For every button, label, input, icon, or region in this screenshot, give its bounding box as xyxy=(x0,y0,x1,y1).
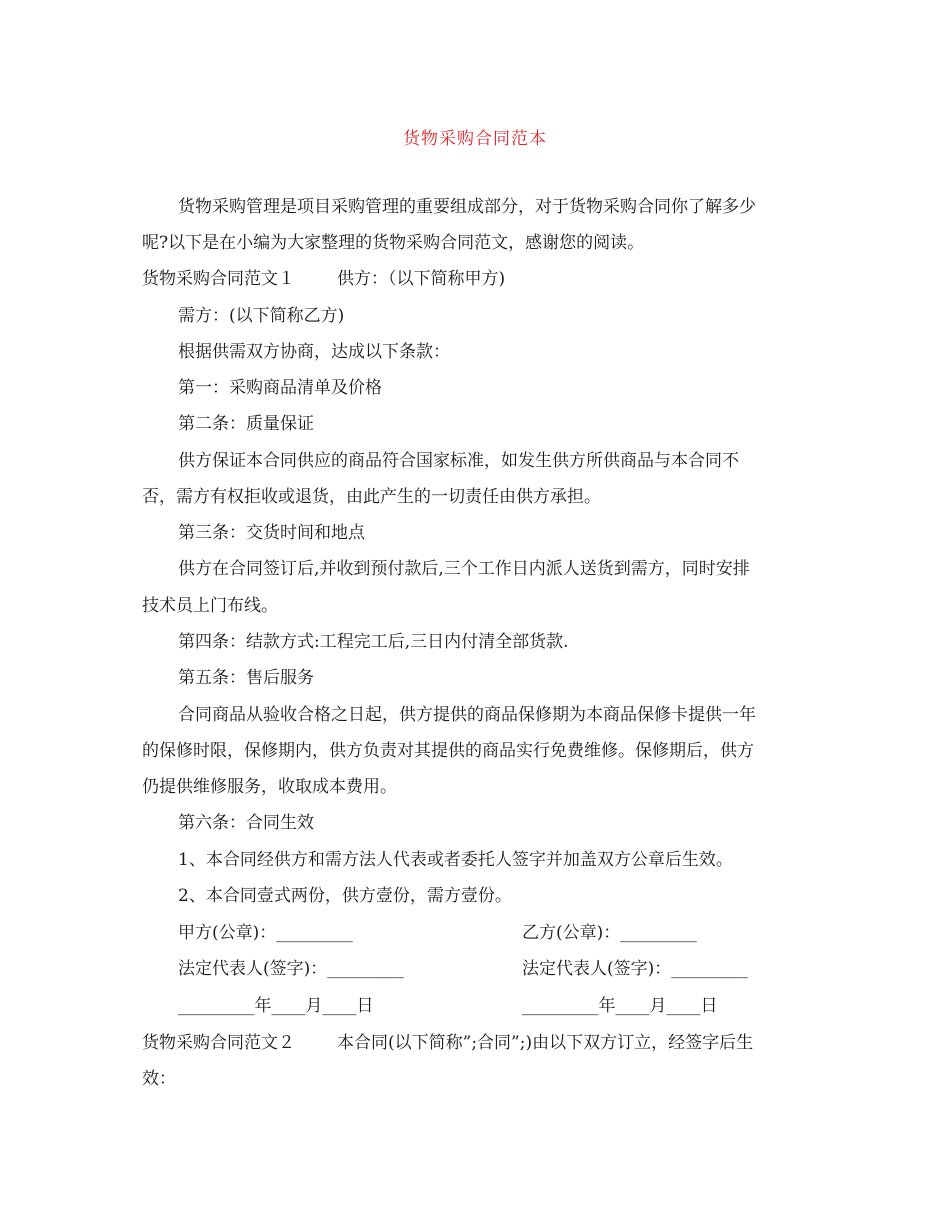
clause2-title: 第二条：质量保证 xyxy=(178,414,314,434)
clause3-body-line-2: 技术员上门布线。 xyxy=(142,596,278,616)
intro-line-2: 呢?以下是在小编为大家整理的货物采购合同范文，感谢您的阅读。 xyxy=(142,233,645,253)
party-a-representative: 法定代表人(签字)：_________ xyxy=(178,959,404,979)
sample2-heading-line xyxy=(142,1032,753,1054)
party-b-representative: 法定代表人(签字)：_________ xyxy=(522,959,748,979)
clause5-body-line-1: 合同商品从验收合格之日起，供方提供的商品保修期为本商品保修卡提供一年 xyxy=(178,705,756,725)
clause3-body-line-1: 供方在合同签订后,并收到预付款后,三个工作日内派人送货到需方，同时安排 xyxy=(178,559,750,579)
clause5-body-line-3: 仍提供维修服务，收取成本费用。 xyxy=(142,777,397,797)
clause6-item-1: 1、本合同经供方和需方法人代表或者委托人签字并加盖双方公章后生效。 xyxy=(178,850,733,870)
document-title: 货物采购合同范本 xyxy=(403,129,547,149)
sample1-heading-line xyxy=(142,268,505,290)
sample2-heading: 货物采购合同范文２ xyxy=(142,1033,295,1053)
clause4: 第四条：结款方式:工程完工后,三日内付清全部货款. xyxy=(178,632,569,652)
clause6-title: 第六条：合同生效 xyxy=(178,813,314,833)
clause3-title: 第三条：交货时间和地点 xyxy=(178,523,365,543)
clause2-body-line-1: 供方保证本合同供应的商品符合国家标准，如发生供方所供商品与本合同不 xyxy=(178,451,739,471)
sample1-heading: 货物采购合同范文１ xyxy=(142,269,295,289)
sample2-body-line-1: 本合同(以下简称”;合同”;)由以下双方订立，经签字后生 xyxy=(337,1033,754,1053)
party-a-date: _________年____月____日 xyxy=(178,996,374,1016)
clause2-body-line-2: 否，需方有权拒收或退货，由此产生的一切责任由供方承担。 xyxy=(142,487,601,507)
clause6-item-2: 2、本合同壹式两份，供方壹份，需方壹份。 xyxy=(178,886,512,906)
party-b-seal: 乙方(公章)：_________ xyxy=(522,923,697,943)
clause5-body-line-2: 的保修时限，保修期内，供方负责对其提供的商品实行免费维修。保修期后，供方 xyxy=(142,741,754,761)
party-a-seal: 甲方(公章)：_________ xyxy=(178,923,353,943)
sample2-body-line-2: 效： xyxy=(142,1069,176,1089)
clause5-title: 第五条：售后服务 xyxy=(178,668,314,688)
intro-line-1: 货物采购管理是项目采购管理的重要组成部分，对于货物采购合同你了解多少 xyxy=(178,197,756,217)
clause1-title: 第一：采购商品清单及价格 xyxy=(178,378,382,398)
negotiation-clause: 根据供需双方协商，达成以下条款： xyxy=(178,342,450,362)
supplier-clause: 供方：（以下简称甲方) xyxy=(337,269,506,289)
buyer-clause: 需方：(以下简称乙方) xyxy=(178,306,345,326)
party-b-date: _________年____月____日 xyxy=(522,996,718,1016)
